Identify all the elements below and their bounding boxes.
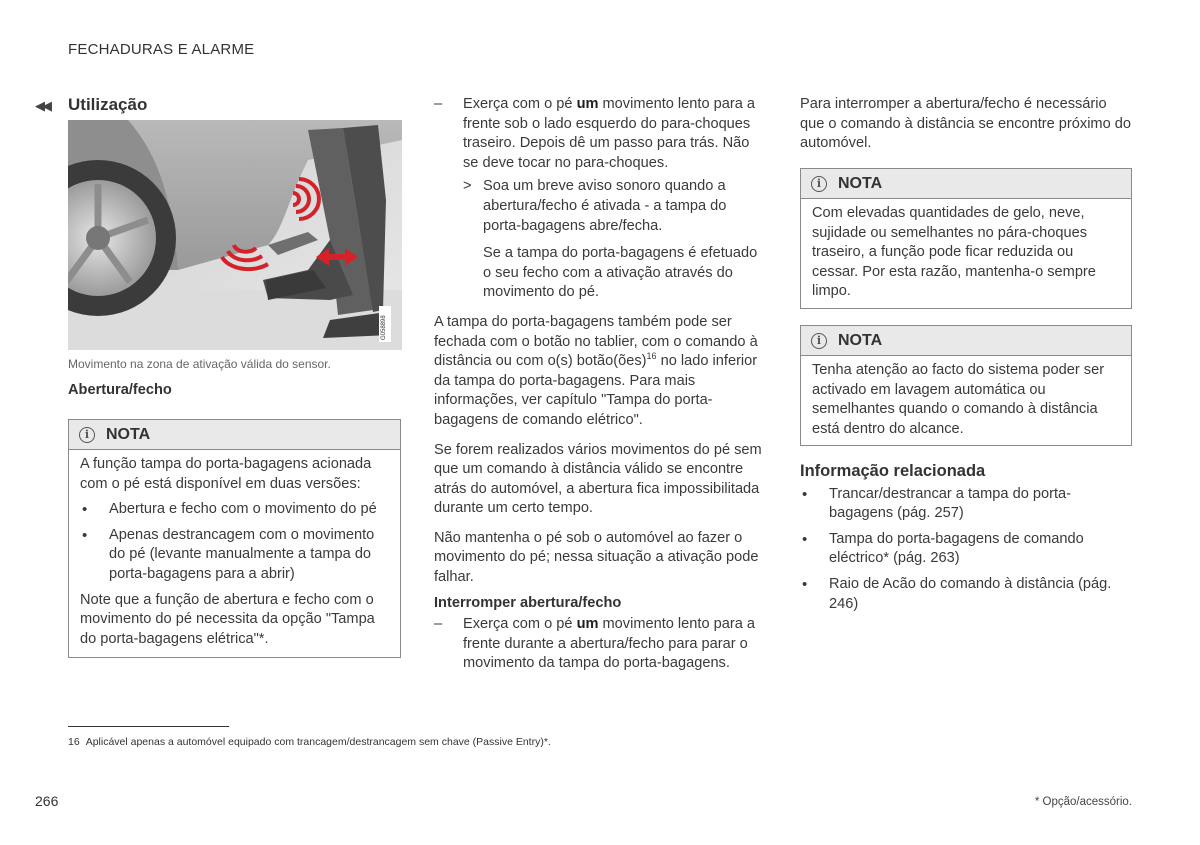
paragraph: Não mantenha o pé sob o automóvel ao fazer o movimento do pé; nessa situação a ativação pode falhar. — [434, 529, 759, 586]
step-result — [434, 177, 766, 236]
note-header — [801, 326, 1131, 356]
paragraph — [434, 313, 766, 431]
related-info — [800, 462, 1132, 620]
step-text: Exerça com o pé — [463, 96, 577, 112]
dash-marker: – — [434, 96, 443, 112]
note-text: Tenha atenção ao facto do sistema poder ser activado em lavagem automática ou semelhantes quando o comando à distância está dentro do alcance. — [812, 362, 1105, 437]
paragraph-text: no lado inferior da tampa do porta-bagagens. Para mais informações, ver capítulo "Tampa do porta-bagagens de comando elétrico". — [434, 353, 758, 428]
note-box-1 — [68, 419, 401, 658]
paragraph: Se forem realizados vários movimentos do pé sem que um comando à distância válido se encontre atrás do automóvel, a abertura fica impossibilitada durante um certo tempo. — [434, 441, 762, 517]
footnote-text: Aplicável apenas a automóvel equipado com trancagem/destrancagem sem chave (Passive Entry)*. — [85, 736, 551, 748]
step-text: movimento lento para a frente sob o lado esquerdo do para-choques traseiro. Depois dê um passo para trás. Não se deve tocar no para-choques. — [463, 96, 756, 171]
note-title: NOTA — [838, 174, 883, 192]
footnote-divider — [68, 726, 229, 727]
column-2 — [434, 95, 766, 678]
double-left-arrow-icon[interactable]: ◀◀ — [35, 98, 49, 113]
related-title: Informação relacionada — [800, 462, 986, 480]
paragraph-text: A tampa do porta-bagagens também pode ser fechada com o botão no tablier, com o comando à distância ou com o(s) botão(ões) — [434, 313, 758, 370]
col3-intro: Para interromper a abertura/fecho é necessário que o comando à distância se encontre próximo do automóvel. — [800, 96, 1131, 152]
related-link[interactable]: • Tampa do porta-bagagens de comando eléctrico* (pág. 263) — [800, 530, 1132, 569]
note-header — [801, 169, 1131, 199]
note-bullets — [80, 500, 389, 584]
note-header — [69, 420, 400, 450]
foot-sensor-illustration — [68, 120, 402, 350]
note-title: NOTA — [106, 425, 151, 443]
col1-subheading: Abertura/fecho — [68, 382, 172, 398]
result-marker: > — [463, 178, 472, 195]
result-text: Soa um breve aviso sonoro quando a abertura/fecho é ativada - a tampa do porta-bagagens abre/fecha. — [483, 178, 727, 234]
step-text: movimento lento para a frente durante a abertura/fecho para parar o movimento da tampa do porta-bagagens. — [463, 616, 756, 672]
info-icon: i — [811, 176, 827, 192]
footnote — [68, 733, 551, 753]
note-outro: Note que a função de abertura e fecho com o movimento do pé necessita da opção "Tampa do porta-bagagens elétrica"*. — [80, 591, 375, 647]
page-number: 266 — [35, 793, 59, 809]
step-1 — [434, 95, 766, 173]
step-emphasis: um — [576, 616, 599, 633]
info-icon: i — [811, 333, 827, 349]
col2-subheading: Interromper abertura/fecho — [434, 594, 622, 611]
footnote-ref[interactable]: 16 — [646, 351, 657, 362]
chapter-header: FECHADURAS E ALARME — [68, 41, 255, 58]
related-list — [800, 485, 1132, 615]
figure-code: G058898 — [381, 315, 387, 340]
option-note: * Opção/acessório. — [1034, 796, 1132, 808]
note-box-3 — [800, 325, 1132, 446]
note-intro: A função tampa do porta-bagagens acionada com o pé está disponível em duas versões: — [80, 456, 372, 492]
step-text: Exerça com o pé — [463, 616, 577, 633]
info-icon: i — [79, 427, 95, 443]
note-title: NOTA — [838, 331, 883, 349]
step-emphasis: um — [576, 96, 599, 112]
note-text: Com elevadas quantidades de gelo, neve, sujidade ou semelhantes no pára-choques traseiro, a função pode ficar reduzida ou cessar. Por esta razão, mantenha-o sempre limpo. — [812, 205, 1096, 300]
step-2 — [434, 615, 766, 674]
section-title: Utilização — [68, 95, 148, 114]
result-extra: Se a tampa do porta-bagagens é efetuado o seu fecho com a ativação através do movimento do pé. — [483, 245, 758, 301]
footnote-number: 16 — [68, 736, 80, 748]
figure-caption: Movimento na zona de ativação válida do sensor. — [68, 357, 331, 371]
related-link[interactable]: • Raio de Acão do comando à distância (pág. 246) — [800, 575, 1132, 614]
note-box-2 — [800, 168, 1132, 309]
list-item: • Apenas destrancagem com o movimento do pé (levante manualmente a tampa do porta-bagagens para a abrir) — [80, 526, 389, 585]
dash-marker: – — [434, 616, 443, 633]
list-item: • Abertura e fecho com o movimento do pé — [80, 500, 389, 520]
related-link[interactable]: • Trancar/destrancar a tampa do porta-bagagens (pág. 257) — [800, 485, 1132, 524]
